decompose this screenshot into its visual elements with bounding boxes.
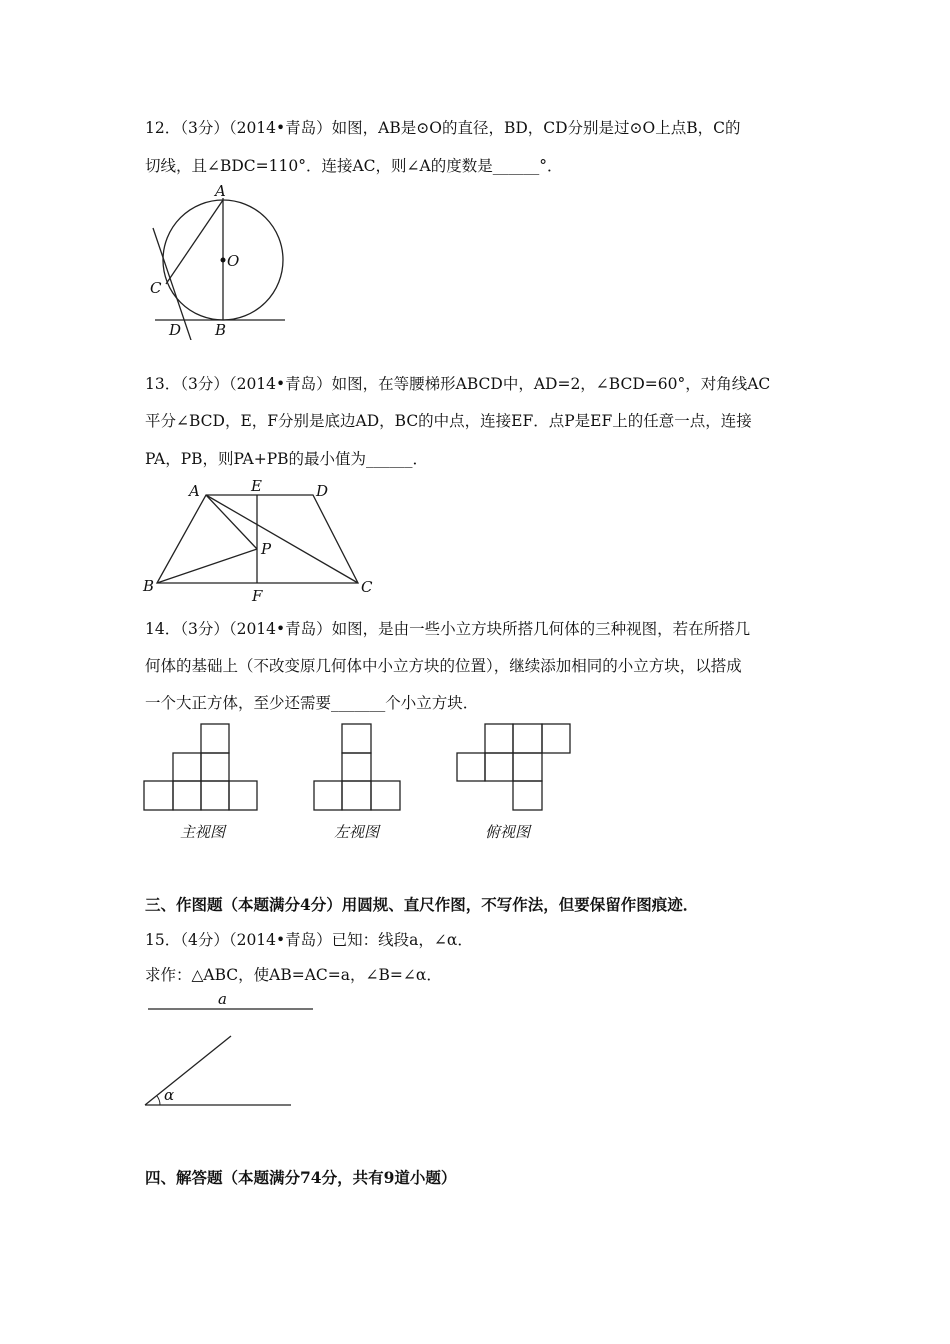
q14-caption-left: 左视图: [334, 823, 380, 841]
q13-label-a: A: [189, 482, 200, 500]
q14-caption-top: 俯视图: [485, 823, 531, 841]
q14-text-line3: 一个大正方体，至少还需要_______个小立方块．: [145, 694, 479, 712]
top-view-grid: [457, 724, 570, 810]
q13-trapezoid-figure: [135, 472, 385, 607]
q13-label-p: P: [261, 540, 272, 558]
left-view-grid: [314, 724, 400, 810]
q12-label-b: B: [215, 321, 227, 339]
q13-label-f: F: [252, 587, 263, 605]
q12-label-c: C: [150, 279, 162, 297]
q15-text-line1: 15．（4分）（2014•青岛）已知：线段a，∠α．: [145, 931, 473, 949]
q12-label-o: O: [227, 252, 240, 270]
q14-text-line2: 何体的基础上（不改变原几何体中小立方块的位置），继续添加相同的小立方块，以搭成: [145, 657, 742, 675]
q13-label-d: D: [316, 482, 329, 500]
front-view-grid: [144, 724, 257, 810]
q15-label-a: a: [218, 990, 227, 1008]
q14-three-views-figure: [140, 720, 580, 845]
q12-text-line2: 切线，且∠BDC=110°．连接AC，则∠A的度数是______°．: [145, 157, 563, 175]
section3-heading: 三、作图题（本题满分4分）用圆规、直尺作图，不写作法，但要保留作图痕迹．: [145, 895, 699, 914]
q15-text-line2: 求作：△ABC，使AB=AC=a，∠B=∠α．: [145, 966, 442, 984]
q12-label-d: D: [169, 321, 182, 339]
q13-label-e: E: [251, 477, 262, 495]
q12-text-line1: 12．（3分）（2014•青岛）如图，AB是⊙O的直径，BD，CD分别是过⊙O上点B，C的: [145, 119, 741, 137]
section4-heading: 四、解答题（本题满分74分，共有9道小题）: [145, 1168, 457, 1187]
q15-label-alpha: α: [164, 1086, 175, 1104]
q13-text-line3: PA，PB，则PA+PB的最小值为______．: [145, 450, 429, 468]
q13-text-line1: 13．（3分）（2014•青岛）如图，在等腰梯形ABCD中，AD=2，∠BCD=60°，对角线AC: [145, 375, 771, 393]
q13-label-c: C: [361, 578, 373, 596]
q13-text-line2: 平分∠BCD，E，F分别是底边AD，BC的中点，连接EF．点P是EF上的任意一点，连接: [145, 412, 752, 430]
q14-caption-front: 主视图: [180, 823, 226, 841]
q12-label-a: A: [215, 182, 226, 200]
q13-label-b: B: [143, 577, 155, 595]
q14-text-line1: 14．（3分）（2014•青岛）如图，是由一些小立方块所搭几何体的三种视图，若在所搭几: [145, 620, 751, 638]
q12-circle-figure: [135, 180, 295, 340]
q15-given-figure: [140, 988, 320, 1113]
